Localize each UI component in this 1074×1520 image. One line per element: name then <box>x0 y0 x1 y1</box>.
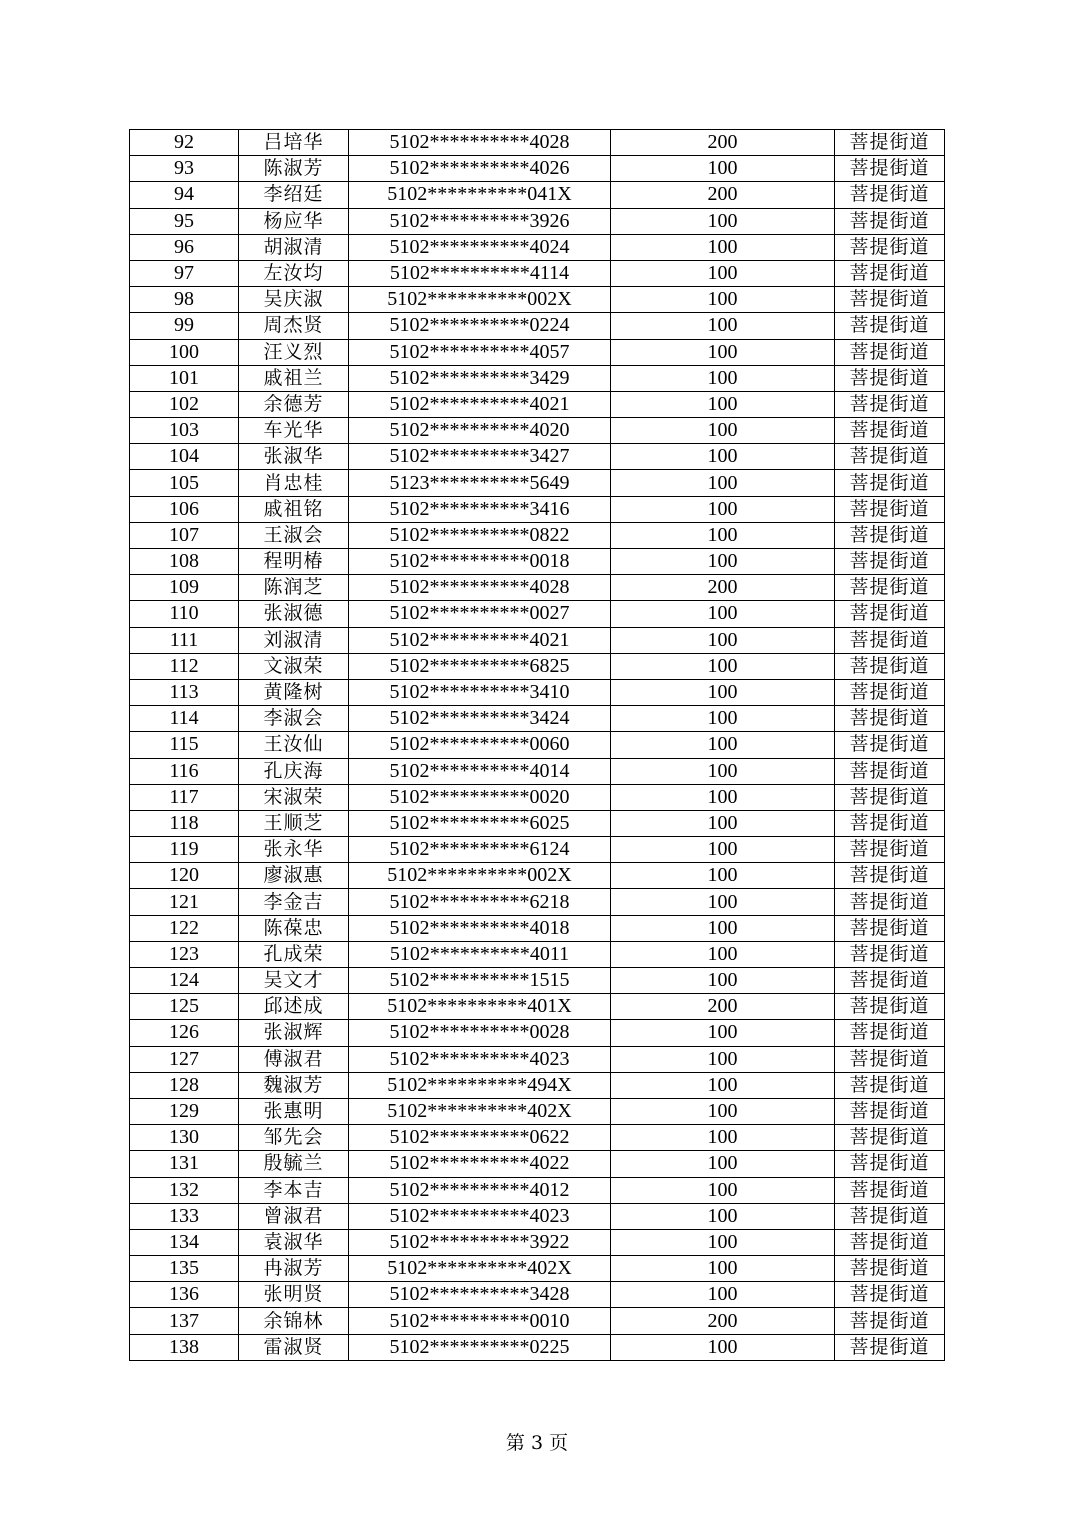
subdistrict-cell: 菩提街道 <box>835 234 945 260</box>
subdistrict-cell: 菩提街道 <box>835 994 945 1020</box>
id-number-cell: 5102**********402X <box>349 1098 611 1124</box>
row-index-cell: 128 <box>130 1072 239 1098</box>
amount-cell: 100 <box>611 1282 835 1308</box>
person-name-cell: 雷淑贤 <box>239 1334 349 1360</box>
subdistrict-cell: 菩提街道 <box>835 941 945 967</box>
roster-table-body <box>130 130 945 1361</box>
person-name-cell: 陈淑芳 <box>239 156 349 182</box>
id-number-cell: 5102**********002X <box>349 863 611 889</box>
table-row <box>130 889 945 915</box>
subdistrict-cell: 菩提街道 <box>835 784 945 810</box>
id-number-cell: 5102**********4114 <box>349 260 611 286</box>
table-row <box>130 601 945 627</box>
table-row <box>130 863 945 889</box>
person-name-cell: 王汝仙 <box>239 732 349 758</box>
person-name-cell: 孔庆海 <box>239 758 349 784</box>
id-number-cell: 5102**********0028 <box>349 1020 611 1046</box>
row-index-cell: 129 <box>130 1098 239 1124</box>
table-row <box>130 1020 945 1046</box>
row-index-cell: 138 <box>130 1334 239 1360</box>
person-name-cell: 余锦林 <box>239 1308 349 1334</box>
person-name-cell: 杨应华 <box>239 208 349 234</box>
amount-cell: 200 <box>611 575 835 601</box>
amount-cell: 100 <box>611 234 835 260</box>
subdistrict-cell: 菩提街道 <box>835 1125 945 1151</box>
row-index-cell: 131 <box>130 1151 239 1177</box>
amount-cell: 100 <box>611 1177 835 1203</box>
amount-cell: 100 <box>611 1072 835 1098</box>
person-name-cell: 殷毓兰 <box>239 1151 349 1177</box>
table-row <box>130 1308 945 1334</box>
row-index-cell: 127 <box>130 1046 239 1072</box>
amount-cell: 100 <box>611 313 835 339</box>
table-row <box>130 810 945 836</box>
row-index-cell: 117 <box>130 784 239 810</box>
subdistrict-cell: 菩提街道 <box>835 601 945 627</box>
table-row <box>130 313 945 339</box>
person-name-cell: 余德芳 <box>239 391 349 417</box>
amount-cell: 100 <box>611 339 835 365</box>
person-name-cell: 李淑会 <box>239 706 349 732</box>
table-row <box>130 1125 945 1151</box>
amount-cell: 100 <box>611 365 835 391</box>
amount-cell: 100 <box>611 889 835 915</box>
subdistrict-cell: 菩提街道 <box>835 444 945 470</box>
subdistrict-cell: 菩提街道 <box>835 679 945 705</box>
id-number-cell: 5102**********4011 <box>349 941 611 967</box>
subdistrict-cell: 菩提街道 <box>835 627 945 653</box>
subdistrict-cell: 菩提街道 <box>835 889 945 915</box>
person-name-cell: 周杰贤 <box>239 313 349 339</box>
id-number-cell: 5102**********3427 <box>349 444 611 470</box>
table-row <box>130 470 945 496</box>
subdistrict-cell: 菩提街道 <box>835 863 945 889</box>
id-number-cell: 5102**********4023 <box>349 1203 611 1229</box>
row-index-cell: 100 <box>130 339 239 365</box>
person-name-cell: 张明贤 <box>239 1282 349 1308</box>
id-number-cell: 5102**********3922 <box>349 1229 611 1255</box>
amount-cell: 100 <box>611 915 835 941</box>
person-name-cell: 刘淑清 <box>239 627 349 653</box>
person-name-cell: 吴文才 <box>239 968 349 994</box>
table-row <box>130 1256 945 1282</box>
row-index-cell: 101 <box>130 365 239 391</box>
row-index-cell: 113 <box>130 679 239 705</box>
subdistrict-cell: 菩提街道 <box>835 549 945 575</box>
subdistrict-cell: 菩提街道 <box>835 575 945 601</box>
row-index-cell: 123 <box>130 941 239 967</box>
row-index-cell: 105 <box>130 470 239 496</box>
person-name-cell: 吕培华 <box>239 130 349 156</box>
amount-cell: 100 <box>611 444 835 470</box>
table-row <box>130 208 945 234</box>
amount-cell: 100 <box>611 968 835 994</box>
id-number-cell: 5102**********4028 <box>349 130 611 156</box>
subdistrict-cell: 菩提街道 <box>835 732 945 758</box>
id-number-cell: 5102**********4023 <box>349 1046 611 1072</box>
amount-cell: 100 <box>611 1151 835 1177</box>
person-name-cell: 张淑辉 <box>239 1020 349 1046</box>
row-index-cell: 122 <box>130 915 239 941</box>
subdistrict-cell: 菩提街道 <box>835 968 945 994</box>
row-index-cell: 97 <box>130 260 239 286</box>
table-row <box>130 1203 945 1229</box>
person-name-cell: 魏淑芳 <box>239 1072 349 1098</box>
row-index-cell: 102 <box>130 391 239 417</box>
amount-cell: 100 <box>611 1334 835 1360</box>
subdistrict-cell: 菩提街道 <box>835 365 945 391</box>
subdistrict-cell: 菩提街道 <box>835 1072 945 1098</box>
subdistrict-cell: 菩提街道 <box>835 1282 945 1308</box>
row-index-cell: 108 <box>130 549 239 575</box>
id-number-cell: 5102**********4024 <box>349 234 611 260</box>
table-row <box>130 182 945 208</box>
table-row <box>130 1229 945 1255</box>
person-name-cell: 宋淑荣 <box>239 784 349 810</box>
row-index-cell: 135 <box>130 1256 239 1282</box>
table-row <box>130 365 945 391</box>
table-row <box>130 627 945 653</box>
subdistrict-cell: 菩提街道 <box>835 1334 945 1360</box>
id-number-cell: 5102**********4014 <box>349 758 611 784</box>
id-number-cell: 5102**********0224 <box>349 313 611 339</box>
row-index-cell: 130 <box>130 1125 239 1151</box>
id-number-cell: 5102**********0018 <box>349 549 611 575</box>
amount-cell: 100 <box>611 1098 835 1124</box>
row-index-cell: 95 <box>130 208 239 234</box>
table-row <box>130 941 945 967</box>
id-number-cell: 5102**********4012 <box>349 1177 611 1203</box>
amount-cell: 100 <box>611 1203 835 1229</box>
amount-cell: 100 <box>611 679 835 705</box>
subdistrict-cell: 菩提街道 <box>835 522 945 548</box>
amount-cell: 100 <box>611 1046 835 1072</box>
table-row <box>130 1098 945 1124</box>
amount-cell: 100 <box>611 522 835 548</box>
table-row <box>130 130 945 156</box>
subdistrict-cell: 菩提街道 <box>835 1098 945 1124</box>
row-index-cell: 112 <box>130 653 239 679</box>
id-number-cell: 5102**********3428 <box>349 1282 611 1308</box>
id-number-cell: 5102**********4021 <box>349 391 611 417</box>
amount-cell: 100 <box>611 496 835 522</box>
amount-cell: 100 <box>611 470 835 496</box>
row-index-cell: 124 <box>130 968 239 994</box>
id-number-cell: 5102**********401X <box>349 994 611 1020</box>
row-index-cell: 126 <box>130 1020 239 1046</box>
person-name-cell: 李金吉 <box>239 889 349 915</box>
id-number-cell: 5102**********0225 <box>349 1334 611 1360</box>
id-number-cell: 5102**********0027 <box>349 601 611 627</box>
row-index-cell: 125 <box>130 994 239 1020</box>
row-index-cell: 98 <box>130 287 239 313</box>
person-name-cell: 黄隆树 <box>239 679 349 705</box>
row-index-cell: 111 <box>130 627 239 653</box>
table-row <box>130 496 945 522</box>
amount-cell: 100 <box>611 706 835 732</box>
person-name-cell: 程明椿 <box>239 549 349 575</box>
person-name-cell: 左汝均 <box>239 260 349 286</box>
person-name-cell: 冉淑芳 <box>239 1256 349 1282</box>
subdistrict-cell: 菩提街道 <box>835 418 945 444</box>
amount-cell: 100 <box>611 784 835 810</box>
person-name-cell: 王顺芝 <box>239 810 349 836</box>
table-row <box>130 968 945 994</box>
table-row <box>130 1334 945 1360</box>
table-row <box>130 915 945 941</box>
table-row <box>130 444 945 470</box>
id-number-cell: 5102**********4022 <box>349 1151 611 1177</box>
row-index-cell: 132 <box>130 1177 239 1203</box>
row-index-cell: 116 <box>130 758 239 784</box>
subdistrict-cell: 菩提街道 <box>835 758 945 784</box>
id-number-cell: 5102**********3410 <box>349 679 611 705</box>
person-name-cell: 傅淑君 <box>239 1046 349 1072</box>
amount-cell: 100 <box>611 601 835 627</box>
subdistrict-cell: 菩提街道 <box>835 156 945 182</box>
subdistrict-cell: 菩提街道 <box>835 1203 945 1229</box>
table-row <box>130 1046 945 1072</box>
id-number-cell: 5102**********4057 <box>349 339 611 365</box>
person-name-cell: 陈润芝 <box>239 575 349 601</box>
table-row <box>130 837 945 863</box>
person-name-cell: 王淑会 <box>239 522 349 548</box>
table-row <box>130 706 945 732</box>
row-index-cell: 115 <box>130 732 239 758</box>
subdistrict-cell: 菩提街道 <box>835 653 945 679</box>
amount-cell: 100 <box>611 260 835 286</box>
amount-cell: 100 <box>611 156 835 182</box>
row-index-cell: 110 <box>130 601 239 627</box>
id-number-cell: 5102**********0822 <box>349 522 611 548</box>
person-name-cell: 吴庆淑 <box>239 287 349 313</box>
table-row <box>130 758 945 784</box>
id-number-cell: 5102**********6218 <box>349 889 611 915</box>
person-name-cell: 张淑德 <box>239 601 349 627</box>
table-row <box>130 522 945 548</box>
table-row <box>130 260 945 286</box>
table-row <box>130 418 945 444</box>
id-number-cell: 5102**********3416 <box>349 496 611 522</box>
id-number-cell: 5102**********002X <box>349 287 611 313</box>
subdistrict-cell: 菩提街道 <box>835 496 945 522</box>
amount-cell: 100 <box>611 758 835 784</box>
row-index-cell: 133 <box>130 1203 239 1229</box>
person-name-cell: 肖忠桂 <box>239 470 349 496</box>
row-index-cell: 104 <box>130 444 239 470</box>
amount-cell: 100 <box>611 1229 835 1255</box>
amount-cell: 100 <box>611 941 835 967</box>
subdistrict-cell: 菩提街道 <box>835 391 945 417</box>
subdistrict-cell: 菩提街道 <box>835 130 945 156</box>
amount-cell: 100 <box>611 1125 835 1151</box>
subdistrict-cell: 菩提街道 <box>835 915 945 941</box>
amount-cell: 100 <box>611 549 835 575</box>
row-index-cell: 93 <box>130 156 239 182</box>
table-row <box>130 732 945 758</box>
person-name-cell: 胡淑清 <box>239 234 349 260</box>
amount-cell: 100 <box>611 627 835 653</box>
row-index-cell: 94 <box>130 182 239 208</box>
table-row <box>130 287 945 313</box>
amount-cell: 100 <box>611 418 835 444</box>
id-number-cell: 5123**********5649 <box>349 470 611 496</box>
id-number-cell: 5102**********0020 <box>349 784 611 810</box>
row-index-cell: 92 <box>130 130 239 156</box>
table-row <box>130 1072 945 1098</box>
id-number-cell: 5102**********6825 <box>349 653 611 679</box>
id-number-cell: 5102**********494X <box>349 1072 611 1098</box>
person-name-cell: 车光华 <box>239 418 349 444</box>
amount-cell: 100 <box>611 1020 835 1046</box>
table-row <box>130 339 945 365</box>
amount-cell: 200 <box>611 182 835 208</box>
row-index-cell: 114 <box>130 706 239 732</box>
person-name-cell: 李本吉 <box>239 1177 349 1203</box>
person-name-cell: 张淑华 <box>239 444 349 470</box>
amount-cell: 100 <box>611 208 835 234</box>
row-index-cell: 119 <box>130 837 239 863</box>
table-row <box>130 156 945 182</box>
id-number-cell: 5102**********0010 <box>349 1308 611 1334</box>
person-name-cell: 文淑荣 <box>239 653 349 679</box>
page-number: 第 3 页 <box>505 1432 569 1454</box>
amount-cell: 100 <box>611 837 835 863</box>
subdistrict-cell: 菩提街道 <box>835 1046 945 1072</box>
table-row <box>130 653 945 679</box>
id-number-cell: 5102**********6124 <box>349 837 611 863</box>
roster-table <box>129 129 945 1361</box>
person-name-cell: 汪义烈 <box>239 339 349 365</box>
subdistrict-cell: 菩提街道 <box>835 260 945 286</box>
subdistrict-cell: 菩提街道 <box>835 1020 945 1046</box>
table-row <box>130 549 945 575</box>
amount-cell: 200 <box>611 1308 835 1334</box>
id-number-cell: 5102**********0060 <box>349 732 611 758</box>
person-name-cell: 孔成荣 <box>239 941 349 967</box>
subdistrict-cell: 菩提街道 <box>835 313 945 339</box>
person-name-cell: 陈葆忠 <box>239 915 349 941</box>
subdistrict-cell: 菩提街道 <box>835 287 945 313</box>
id-number-cell: 5102**********4028 <box>349 575 611 601</box>
id-number-cell: 5102**********3429 <box>349 365 611 391</box>
subdistrict-cell: 菩提街道 <box>835 1256 945 1282</box>
person-name-cell: 张永华 <box>239 837 349 863</box>
table-row <box>130 575 945 601</box>
person-name-cell: 曾淑君 <box>239 1203 349 1229</box>
row-index-cell: 137 <box>130 1308 239 1334</box>
table-row <box>130 1282 945 1308</box>
row-index-cell: 134 <box>130 1229 239 1255</box>
person-name-cell: 戚祖铭 <box>239 496 349 522</box>
subdistrict-cell: 菩提街道 <box>835 1177 945 1203</box>
person-name-cell: 戚祖兰 <box>239 365 349 391</box>
id-number-cell: 5102**********041X <box>349 182 611 208</box>
row-index-cell: 136 <box>130 1282 239 1308</box>
subdistrict-cell: 菩提街道 <box>835 837 945 863</box>
table-row <box>130 391 945 417</box>
row-index-cell: 107 <box>130 522 239 548</box>
amount-cell: 100 <box>611 287 835 313</box>
amount-cell: 100 <box>611 732 835 758</box>
row-index-cell: 121 <box>130 889 239 915</box>
id-number-cell: 5102**********3424 <box>349 706 611 732</box>
amount-cell: 100 <box>611 863 835 889</box>
row-index-cell: 99 <box>130 313 239 339</box>
table-row <box>130 679 945 705</box>
id-number-cell: 5102**********4021 <box>349 627 611 653</box>
row-index-cell: 109 <box>130 575 239 601</box>
id-number-cell: 5102**********402X <box>349 1256 611 1282</box>
person-name-cell: 邱述成 <box>239 994 349 1020</box>
row-index-cell: 103 <box>130 418 239 444</box>
amount-cell: 200 <box>611 130 835 156</box>
subdistrict-cell: 菩提街道 <box>835 810 945 836</box>
subdistrict-cell: 菩提街道 <box>835 182 945 208</box>
person-name-cell: 袁淑华 <box>239 1229 349 1255</box>
person-name-cell: 廖淑惠 <box>239 863 349 889</box>
subdistrict-cell: 菩提街道 <box>835 339 945 365</box>
id-number-cell: 5102**********0622 <box>349 1125 611 1151</box>
row-index-cell: 120 <box>130 863 239 889</box>
table-row <box>130 234 945 260</box>
subdistrict-cell: 菩提街道 <box>835 208 945 234</box>
subdistrict-cell: 菩提街道 <box>835 470 945 496</box>
table-row <box>130 1177 945 1203</box>
id-number-cell: 5102**********4018 <box>349 915 611 941</box>
person-name-cell: 张惠明 <box>239 1098 349 1124</box>
id-number-cell: 5102**********6025 <box>349 810 611 836</box>
id-number-cell: 5102**********4020 <box>349 418 611 444</box>
row-index-cell: 106 <box>130 496 239 522</box>
amount-cell: 100 <box>611 1256 835 1282</box>
subdistrict-cell: 菩提街道 <box>835 1229 945 1255</box>
id-number-cell: 5102**********4026 <box>349 156 611 182</box>
amount-cell: 100 <box>611 653 835 679</box>
person-name-cell: 邹先会 <box>239 1125 349 1151</box>
amount-cell: 100 <box>611 391 835 417</box>
subdistrict-cell: 菩提街道 <box>835 1151 945 1177</box>
subdistrict-cell: 菩提街道 <box>835 706 945 732</box>
table-row <box>130 1151 945 1177</box>
id-number-cell: 5102**********1515 <box>349 968 611 994</box>
table-row <box>130 784 945 810</box>
person-name-cell: 李绍廷 <box>239 182 349 208</box>
row-index-cell: 118 <box>130 810 239 836</box>
amount-cell: 200 <box>611 994 835 1020</box>
amount-cell: 100 <box>611 810 835 836</box>
id-number-cell: 5102**********3926 <box>349 208 611 234</box>
table-row <box>130 994 945 1020</box>
subdistrict-cell: 菩提街道 <box>835 1308 945 1334</box>
row-index-cell: 96 <box>130 234 239 260</box>
